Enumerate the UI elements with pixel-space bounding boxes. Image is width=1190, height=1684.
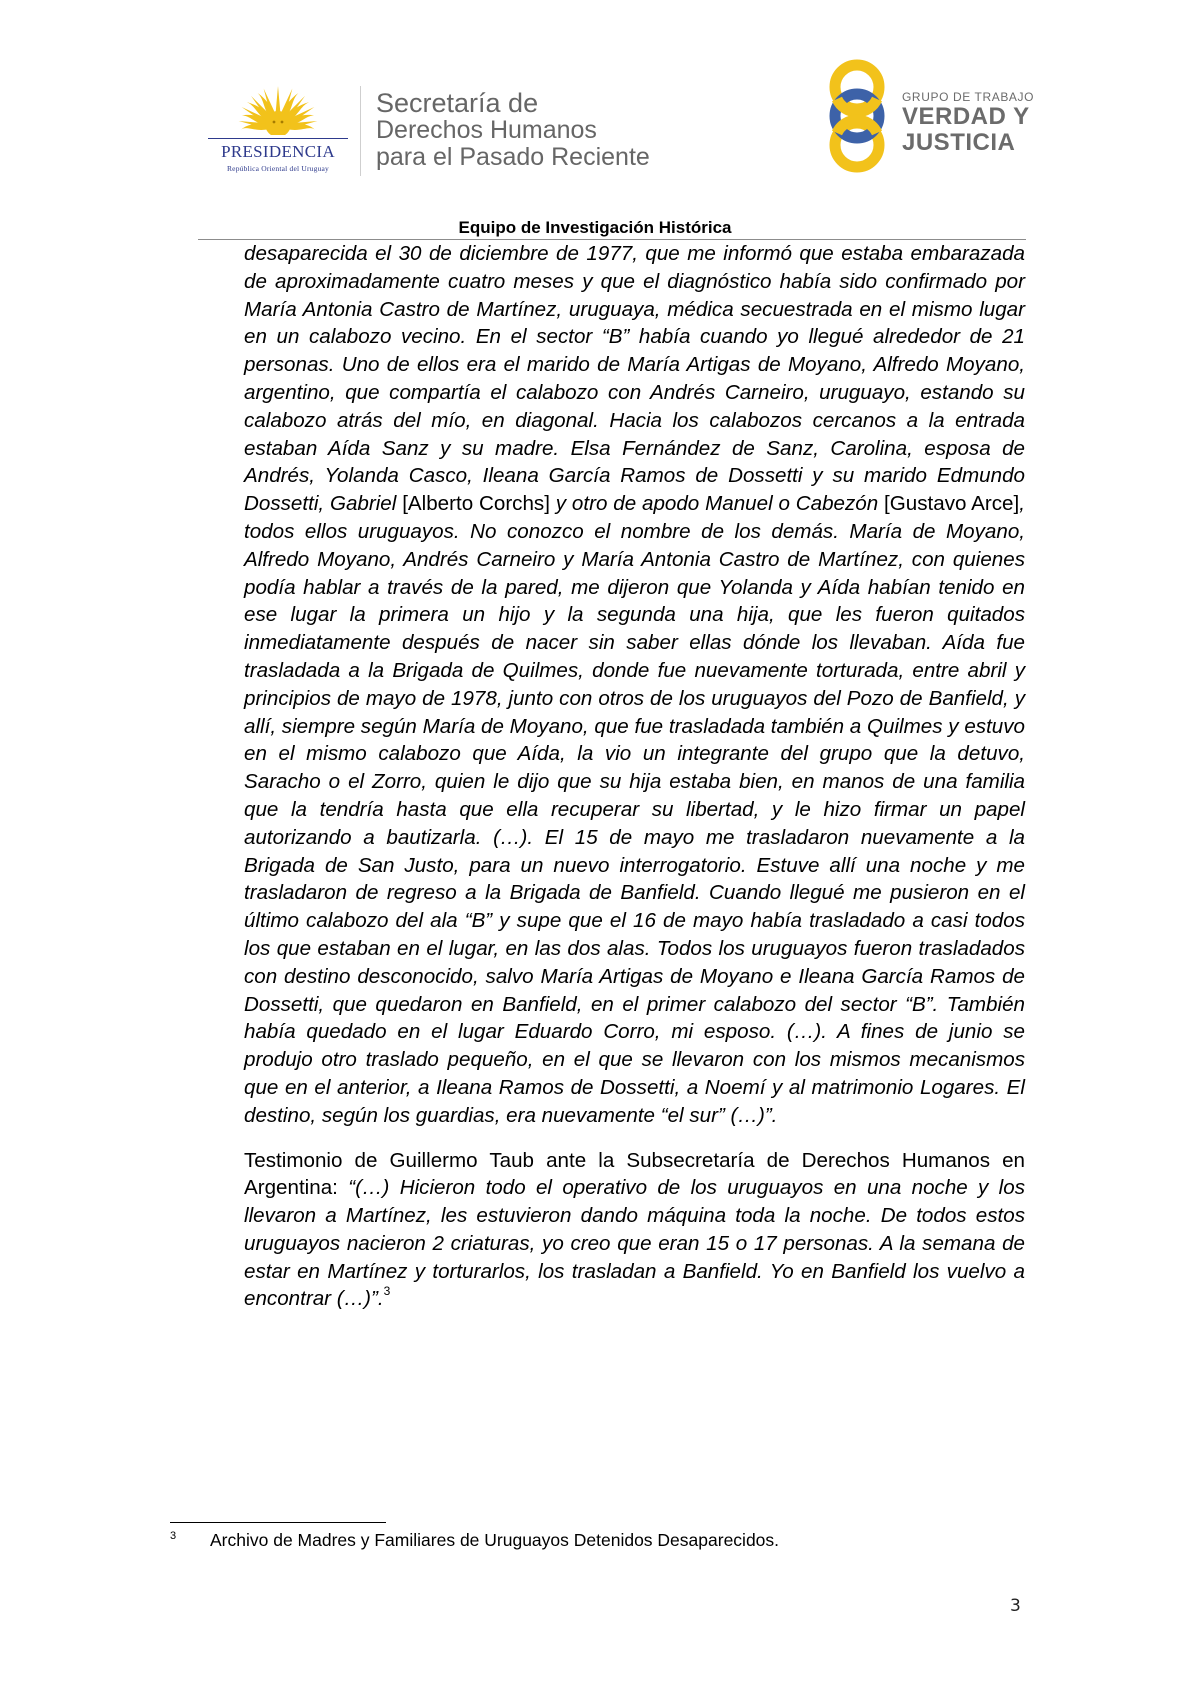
footnote-reference[interactable]: 3 (383, 1283, 391, 1298)
intro-text: Testimonio de Guillermo Taub ante la Subsecretaría de Derechos Humanos en Argentina: (244, 1148, 1025, 1200)
secretaria-line-2: Derechos Humanos (376, 116, 597, 144)
sun-emblem-icon (198, 80, 358, 140)
grupo-line-2: VERDAD Y (902, 103, 1030, 130)
quote-text: , todos ellos uruguayos. No conozco el nombre de los demás. María de Moyano, Alfredo Moyano, Andrés Carneiro y María Antonia Castro de Martínez, con quienes podía hablar a través de la pared, me dijeron que Yolanda y Aída habían tenido en ese lugar la primera un hijo y la segunda una hija, que les fueron quitados inmediatamente después de nacer sin saber ellas dónde los llevaban. Aída fue trasladada a la Brigada de Quilmes, donde fue nuevamente torturada, entre abril y principios de mayo de 1978, junto con otros de los uruguayos del Pozo de Banfield, y allí, siempre según María de Moyano, que fue trasladada también a Quilmes y estuvo en el mismo calabozo que Aída, la vio un integrante del grupo que la detuvo, Saracho o el Zorro, quien le dijo que su hija estaba bien, en manos de una familia que la tendría hasta que ella recuperar su libertad, y le hizo firmar un papel autorizando a bautizarla. (…). El 15 de mayo me trasladaron nuevamente a la Brigada de San Justo, para un nuevo interrogatorio. Estuve allí una noche y me trasladaron de regreso a la Brigada de Banfield. Cuando llegué me pusieron en el último calabozo del ala “B” y supe que el 16 de mayo había trasladado a casi todos los que estaban en el lugar, en las dos alas. Todos los uruguayos fueron trasladados con destino desconocido, salvo María Artigas de Moyano e Ileana García Ramos de Dossetti, que quedaron en Banfield, en el primer calabozo del sector “B”. También había quedado en el lugar Eduardo Corro, mi esposo. (…). A fines de junio se produjo otro traslado pequeño, en el que se llevaron con los mismos mecanismos que en el anterior, a Ileana Ramos de Dossetti, a Noemí y al matrimonio Logares. El destino, según los guardias, era nuevamente “el sur” (…)”. (244, 492, 1025, 1127)
secretaria-line-3: para el Pasado Reciente (376, 143, 650, 171)
footnote-number: 3 (170, 1530, 177, 1542)
quote-text: y otro de apodo Manuel o Cabezón (555, 492, 879, 516)
presidencia-logo (198, 80, 358, 180)
logo-divider (208, 138, 348, 139)
header-separator (360, 86, 361, 176)
paragraph-testimony-2 (244, 1147, 1025, 1314)
document-body (244, 240, 1025, 1313)
footnote-text: Archivo de Madres y Familiares de Uruguayos Detenidos Desaparecidos. (210, 1530, 780, 1550)
page-header (0, 0, 1190, 215)
grupo-line-1: GRUPO DE TRABAJO (902, 90, 1035, 104)
grupo-line-3: JUSTICIA (902, 129, 1016, 156)
paragraph-testimony-1 (244, 240, 1025, 1130)
quote-text: desaparecida el 30 de diciembre de 1977, que me informó que estaba embarazada de aproximadamente cuatro meses y que el diagnóstico había sido confirmado por María Antonia Castro de Martínez, uruguaya, médica secuestrada en el mismo lugar en un calabozo vecino. En el sector “B” había cuando yo llegué alrededor de 21 personas. Uno de ellos era el marido de María Artigas de Moyano, Alfredo Moyano, argentino, que compartía el calabozo con Andrés Carneiro, uruguayo, estando su calabozo atrás del mío, en diagonal. Hacia los calabozos cercanos a la entrada estaban Aída Sanz y su madre. Elsa Fernández de Sanz, Carolina, esposa de Andrés, Yolanda Casco, Ileana García Ramos de Dossetti y su marido Edmundo Dossetti, Gabriel (244, 242, 1025, 516)
page-number: 3 (1010, 1596, 1021, 1616)
quote-text: “(…) Hicieron todo el operativo de los uruguayos en una noche y los llevaron a Martínez, les estuvieron dando máquina toda la noche. De todos estos uruguayos nacieron 2 criaturas, yo creo que eran 15 o 17 personas. A la semana de estar en Martínez y torturarlos, los trasladan a Banfield. Yo en Banfield los vuelvo a encontrar (…)”. (244, 1176, 1025, 1311)
presidencia-name: PRESIDENCIA (221, 142, 335, 161)
team-heading: Equipo de Investigación Histórica (458, 218, 732, 237)
secretaria-line-1: Secretaría de (376, 88, 539, 118)
editor-insert: [Gustavo Arce] (884, 492, 1020, 516)
grupo-trabajo-wordmark (902, 90, 1034, 156)
secretaria-wordmark (376, 90, 650, 171)
presidencia-subtitle: República Oriental del Uruguay (226, 164, 329, 173)
footnote-rule (170, 1522, 386, 1523)
linked-rings-icon (815, 55, 910, 180)
editor-insert: [Alberto Corchs] (402, 492, 550, 516)
